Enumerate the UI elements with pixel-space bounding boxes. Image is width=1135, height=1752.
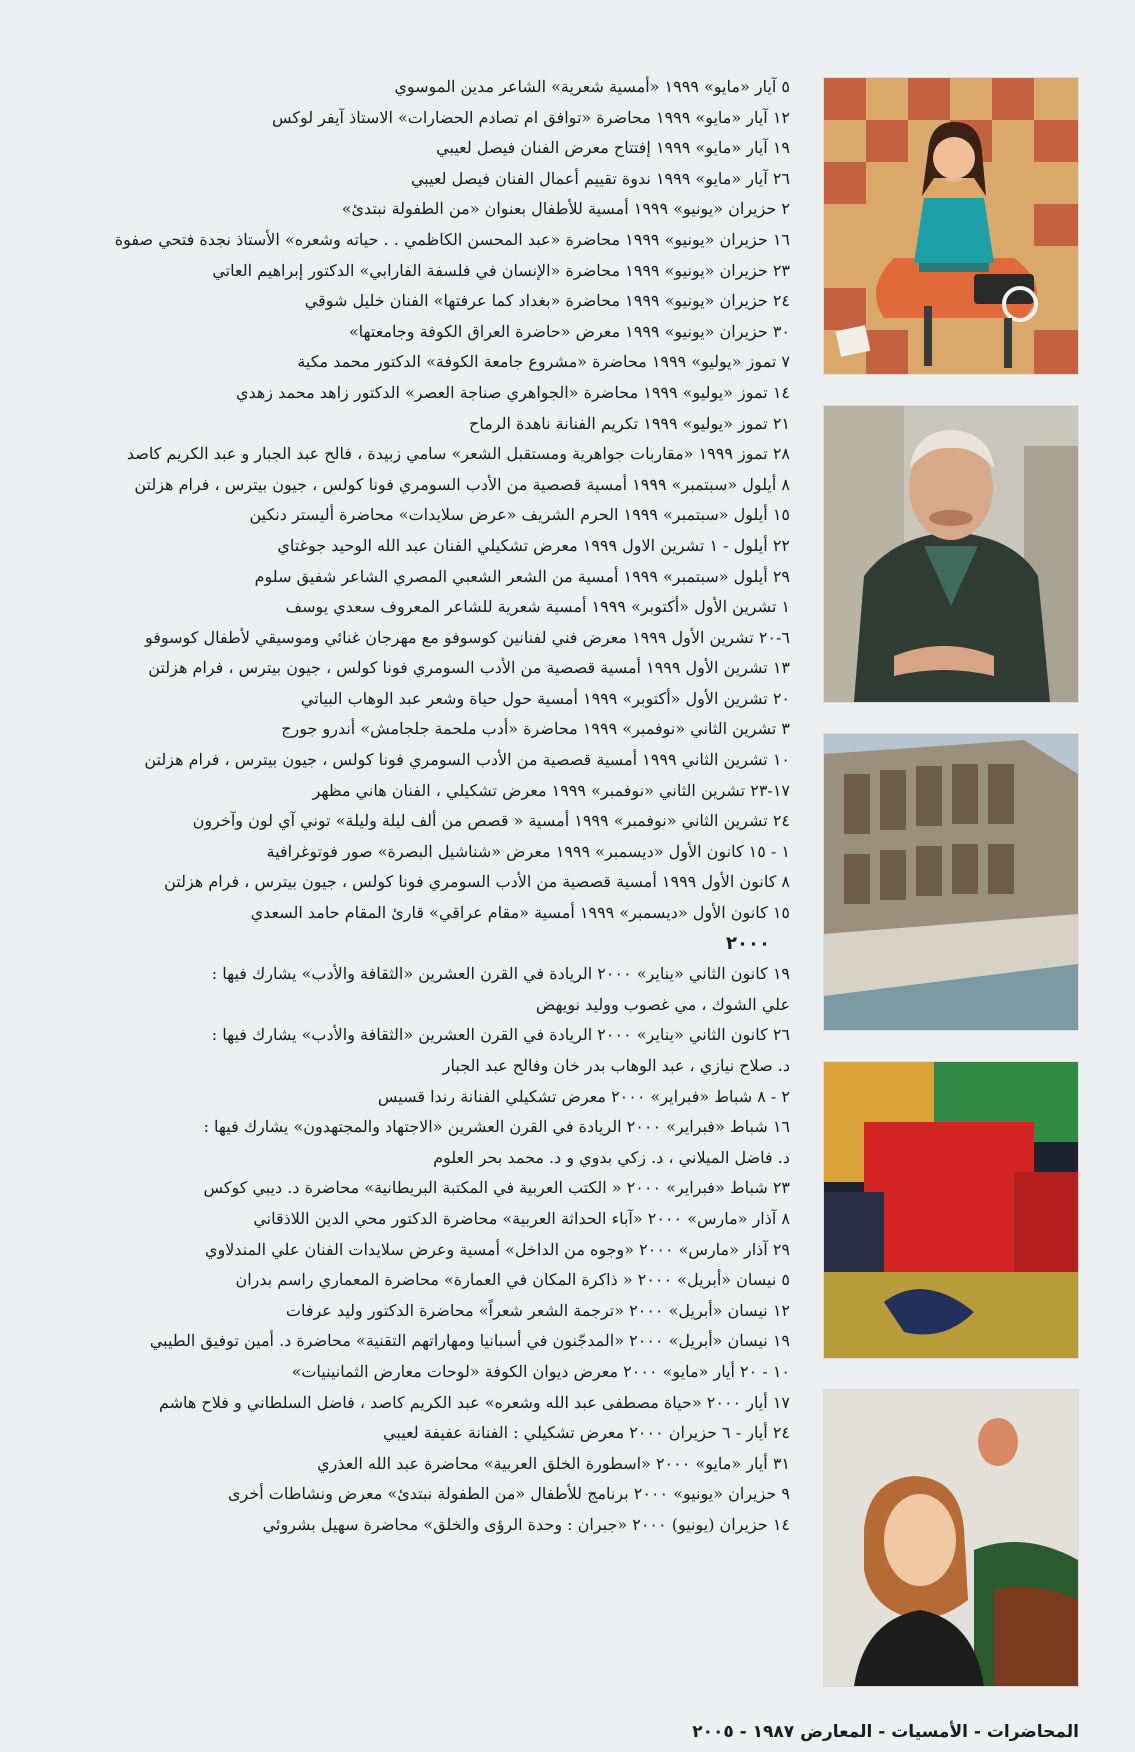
event-entry: ١٥ كانون الأول «ديسمبر» ١٩٩٩ أمسية «مقام عراقي» قارئ المقام حامد السعدي [250,903,790,923]
event-entry: ١٠ تشرين الثاني ١٩٩٩ أمسية قصصية من الأدب السومري فونا كولس ، جيون بيترس ، فرام هزلتن [144,750,790,770]
event-entry: ٢٩ آذار «مارس» ٢٠٠٠ «وجوه من الداخل» أمسية وعرض سلايدات الفنان علي المندلاوي [204,1239,790,1259]
painting-woman-sewing-machine [824,78,1078,374]
event-entry: د. صلاح نيازي ، عبد الوهاب بدر خان وفالح عبد الجبار [442,1056,790,1075]
event-entry: ١٤ حزيران (يونيو) ٢٠٠٠ «جبران : وحدة الرؤى والخلق» محاضرة سهيل بشروئي [262,1514,790,1534]
event-entry: ٢٤ حزيران «يونيو» ١٩٩٩ محاضرة «بغداد كما عرفتها» الفنان خليل شوقي [304,291,790,311]
photo-shanasheel-basra [824,734,1078,1030]
event-entry: ٥ نيسان «أبريل» ٢٠٠٠ « ذاكرة المكان في العمارة» محاضرة المعماري راسم بدران [235,1270,790,1290]
event-entry: ٢ - ٨ شباط «فبراير» ٢٠٠٠ معرض تشكيلي الفنانة رندا قسيس [377,1086,790,1106]
painting-woman-profile-balloon [824,1390,1078,1686]
event-entry: ١ تشرين الأول «أكتوبر» ١٩٩٩ أمسية شعرية للشاعر المعروف سعدي يوسف [285,597,790,617]
event-entry: ٥ آيار «مايو» ١٩٩٩ «أمسية شعرية» الشاعر مدين الموسوي [394,77,790,96]
event-entry: ١٧-٢٣ تشرين الثاني «نوفمبر» ١٩٩٩ معرض تشكيلي ، الفنان هاني مظهر [312,780,790,800]
event-entry: ١٦ شباط «فبراير» ٢٠٠٠ الريادة في القرن العشرين «الاجتهاد والمجتهدون» يشارك فيها : [203,1117,790,1137]
abstract-painting-red-collage [824,1062,1078,1358]
year-heading-2000: ٢٠٠٠ [726,932,770,954]
event-entry: ١٢ نيسان «أبريل» ٢٠٠٠ «ترجمة الشعر شعراً» محاضرة الدكتور وليد عرفات [285,1300,790,1320]
event-entry: ٣ تشرين الثاني «نوفمبر» ١٩٩٩ محاضرة «أدب ملحمة جلجامش» أندرو جورج [281,719,790,739]
footer-caption: المحاضرات - الأمسيات - المعارض ١٩٨٧ - ٢٠٠٥ [692,1722,1079,1742]
event-entry: ٨ كانون الأول ١٩٩٩ أمسية قصصية من الأدب السومري فونا كولس ، جيون بيترس ، فرام هزلتن [164,872,790,892]
event-entry: ٢٣ شباط «فبراير» ٢٠٠٠ « الكتب العربية في المكتبة البريطانية» محاضرة د. ديبي كوكس [203,1178,790,1198]
event-entry: علي الشوك ، مي غصوب ووليد نويهض [535,994,790,1014]
event-entry: ١٩ نيسان «أبريل» ٢٠٠٠ «المدجّنون في أسبانيا ومهاراتهم التقنية» محاضرة د. أمين توفيق الطيبي [149,1331,790,1351]
event-entry: ٢٦ آيار «مايو» ١٩٩٩ ندوة تقييم أعمال الفنان فيصل لعيبي [410,168,790,188]
event-entry: ٢ حزيران «يونيو» ١٩٩٩ أمسية للأطفال بعنوان «من الطفولة نبتدئ» [341,199,790,219]
event-entry: د. فاضل الميلاني ، د. زكي بدوي و د. محمد بحر العلوم [433,1147,790,1167]
event-entry: ٢٦ كانون الثاني «يناير» ٢٠٠٠ الريادة في القرن العشرين «الثقافة والأدب» يشارك فيها : [211,1025,790,1045]
event-entry: ٢١ تموز «يوليو» ١٩٩٩ تكريم الفنانة ناهدة الرماح [469,413,790,433]
event-entry: ٣٠ حزيران «يونيو» ١٩٩٩ معرض «حاضرة العراق الكوفة وجامعتها» [348,321,790,341]
event-entry: ٢٠ تشرين الأول «أكتوبر» ١٩٩٩ أمسية حول حياة وشعر عبد الوهاب البياتي [300,688,790,708]
event-entry: ١٧ أيار ٢٠٠٠ «حياة مصطفى عبد الله وشعره» عبد الكريم كاصد ، فاضل السلطاني و فلاح هاشم [158,1392,790,1412]
event-entry: ١٤ تموز «يوليو» ١٩٩٩ محاضرة «الجواهري صناجة العصر» الدكتور زاهد محمد زهدي [235,382,790,402]
event-entry: ٢٢ أيلول - ١ تشرين الاول ١٩٩٩ معرض تشكيلي الفنان عبد الله الوحيد جوغتاي [277,535,790,555]
event-entry: ٧ تموز «يوليو» ١٩٩٩ محاضرة «مشروع جامعة الكوفة» الدكتور محمد مكية [297,352,790,372]
event-entry: ١ - ١٥ كانون الأول «ديسمبر» ١٩٩٩ معرض «شناشيل البصرة» صور فوتوغرافية [266,841,790,861]
event-entry: ٢٨ تموز ١٩٩٩ «مقاربات جواهرية ومستقبل الشعر» سامي زبيدة ، فالح عبد الجبار و عبد الكريم كاصد [126,444,790,464]
event-entry: ١٥ أيلول «سبتمبر» ١٩٩٩ الحرم الشريف «عرض سلايدات» محاضرة أليستر دنكين [249,505,790,525]
event-entry: ٦-٢٠ تشرين الأول ١٩٩٩ معرض فني لفنانين كوسوفو مع مهرجان غنائي وموسيقي لأطفال كوسوفو [144,627,790,647]
painting-old-man-portrait [824,406,1078,702]
event-entry: ٣١ أيار «مايو» ٢٠٠٠ «اسطورة الخلق العربية» محاضرة عبد الله العذري [317,1453,790,1473]
event-entry: ٢٤ أيار - ٦ حزيران ٢٠٠٠ معرض تشكيلي : الفنانة عفيفة لعيبي [383,1423,790,1443]
event-entry: ١٦ حزيران «يونيو» ١٩٩٩ محاضرة «عبد المحسن الكاظمي . . حياته وشعره» الأستاذ نجدة فتحي صفوة [114,229,790,249]
event-entry: ١٣ تشرين الأول ١٩٩٩ أمسية قصصية من الأدب السومري فونا كولس ، جيون بيترس ، فرام هزلتن [148,658,790,678]
event-entry: ٨ أيلول «سبتمبر» ١٩٩٩ أمسية قصصية من الأدب السومري فونا كولس ، جيون بيترس ، فرام هزلتن [134,474,790,494]
events-list [60,72,790,1541]
event-entry: ٨ آذار «مارس» ٢٠٠٠ «آباء الحداثة العربية» محاضرة الدكتور محي الدين اللاذقاني [253,1208,790,1228]
event-entry: ٢٩ أيلول «سبتمبر» ١٩٩٩ أمسية من الشعر الشعبي المصري الشاعر شفيق سلوم [254,566,790,586]
event-entry: ١٠ - ٢٠ أيار «مايو» ٢٠٠٠ معرض ديوان الكوفة «لوحات معارض الثمانينيات» [291,1361,790,1381]
event-entry: ١٩ كانون الثاني «يناير» ٢٠٠٠ الريادة في القرن العشرين «الثقافة والأدب» يشارك فيها : [211,964,790,984]
event-entry: ٢٣ حزيران «يونيو» ١٩٩٩ محاضرة «الإنسان في فلسفة الفارابي» الدكتور إبراهيم العاتي [212,260,790,280]
event-entry: ١٩ آيار «مايو» ١٩٩٩ إفتتاح معرض الفنان فيصل لعيبي [436,138,790,158]
event-entry: ١٢ آيار «مايو» ١٩٩٩ محاضرة «توافق ام تصادم الحضارات» الاستاذ آيفر لوكس [271,107,790,127]
event-entry: ٩ حزيران «يونيو» ٢٠٠٠ برنامج للأطفال «من الطفولة نبتدئ» معرض ونشاطات أخرى [228,1484,790,1504]
event-entry: ٢٤ تشرين الثاني «نوفمبر» ١٩٩٩ أمسية « قصص من ألف ليلة وليلة» توني آي لون وآخرون [192,811,790,831]
